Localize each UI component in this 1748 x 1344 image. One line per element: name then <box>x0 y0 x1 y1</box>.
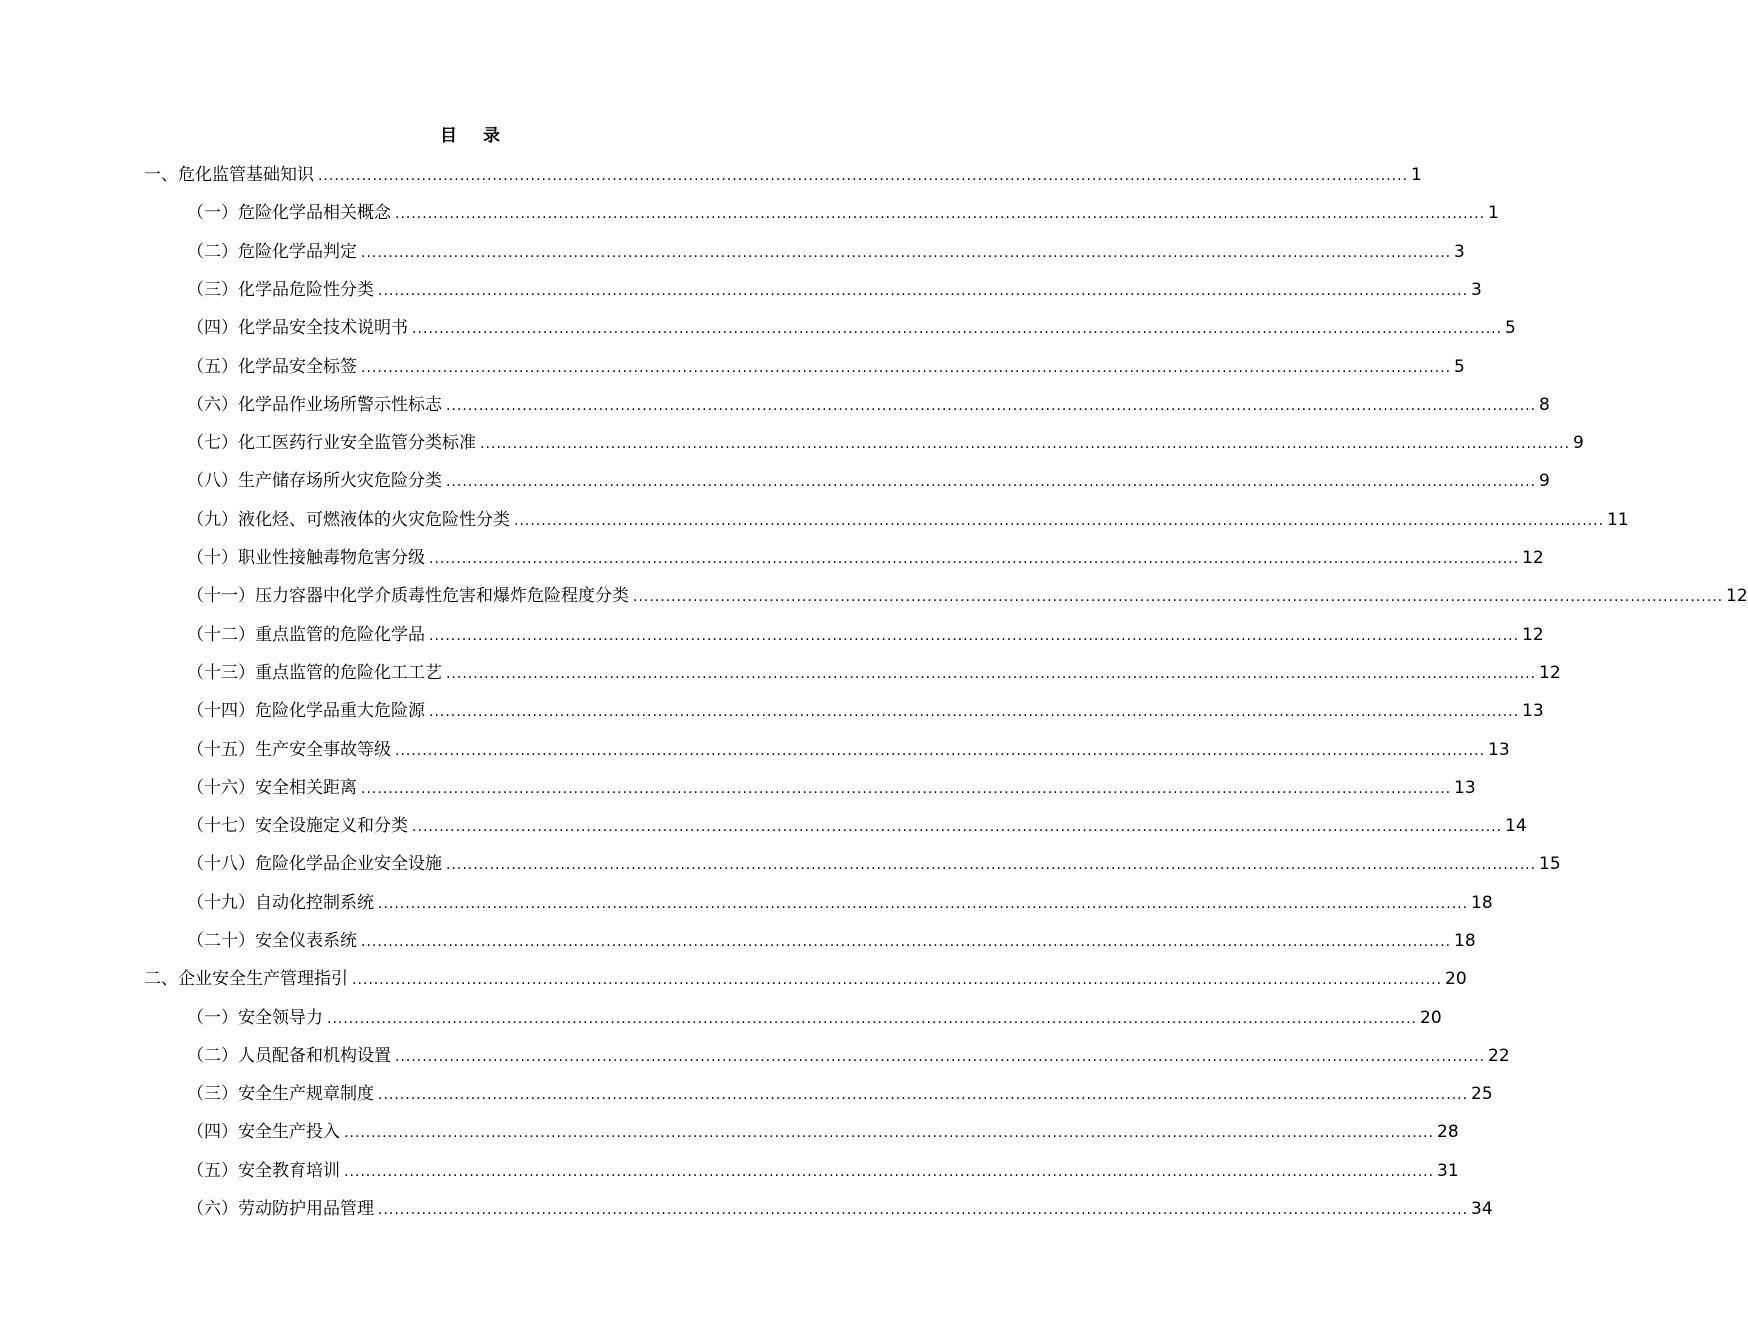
toc-entry[interactable] <box>144 963 1467 991</box>
toc-entry[interactable] <box>187 925 1476 953</box>
toc-dot-leader: ........................................................................................................................................................................................................ <box>446 398 1537 414</box>
toc-dot-leader: ........................................................................................................................................................................................................ <box>412 819 1503 835</box>
toc-entry-page: 9 <box>1573 433 1584 453</box>
toc-dot-leader: ........................................................................................................................................................................................................ <box>446 474 1537 490</box>
toc-entry-page: 3 <box>1454 242 1465 262</box>
toc-entry[interactable] <box>187 848 1561 876</box>
toc-entry-label: （十九）自动化控制系统 <box>187 893 374 913</box>
toc-entry[interactable] <box>187 619 1544 647</box>
toc-dot-leader: ........................................................................................................................................................................................................ <box>344 1164 1435 1180</box>
toc-dot-leader: ........................................................................................................................................................................................................ <box>429 551 1520 567</box>
toc-entry-label: （三）化学品危险性分类 <box>187 280 374 300</box>
toc-entry[interactable] <box>187 657 1561 685</box>
toc-entry[interactable] <box>187 580 1748 608</box>
toc-entry-label: （四）安全生产投入 <box>187 1122 340 1142</box>
toc-entry-page: 1 <box>1411 165 1422 185</box>
toc-dot-leader: ........................................................................................................................................................................................................ <box>395 743 1486 759</box>
toc-dot-leader: ........................................................................................................................................................................................................ <box>318 168 1409 184</box>
toc-entry-page: 22 <box>1488 1046 1510 1066</box>
toc-dot-leader: ........................................................................................................................................................................................................ <box>352 972 1443 988</box>
toc-entry[interactable] <box>187 542 1544 570</box>
toc-entry-page: 25 <box>1471 1084 1493 1104</box>
toc-dot-leader: ........................................................................................................................................................................................................ <box>429 704 1520 720</box>
toc-entry-page: 20 <box>1420 1008 1442 1028</box>
toc-entry-page: 12 <box>1522 625 1544 645</box>
toc-entry[interactable] <box>187 465 1550 493</box>
toc-entry-label: （六）劳动防护用品管理 <box>187 1199 374 1219</box>
toc-entry-label: （八）生产储存场所火灾危险分类 <box>187 471 442 491</box>
toc-entry[interactable] <box>187 312 1516 340</box>
toc-dot-leader: ........................................................................................................................................................................................................ <box>361 245 1452 261</box>
toc-entry-label: （十八）危险化学品企业安全设施 <box>187 854 442 874</box>
toc-entry[interactable] <box>187 389 1550 417</box>
toc-entry-page: 13 <box>1522 701 1544 721</box>
toc-entry[interactable] <box>187 351 1465 379</box>
toc-entry[interactable] <box>187 1116 1459 1144</box>
toc-entry[interactable] <box>187 1193 1493 1221</box>
toc-entry-page: 11 <box>1607 510 1629 530</box>
toc-entry-label: （十二）重点监管的危险化学品 <box>187 625 425 645</box>
toc-entry-page: 14 <box>1505 816 1527 836</box>
toc-dot-leader: ........................................................................................................................................................................................................ <box>378 1087 1469 1103</box>
toc-dot-leader: ........................................................................................................................................................................................................ <box>378 896 1469 912</box>
toc-dot-leader: ........................................................................................................................................................................................................ <box>378 283 1469 299</box>
toc-entry[interactable] <box>187 772 1476 800</box>
toc-entry-label: （一）安全领导力 <box>187 1008 323 1028</box>
toc-entry-page: 9 <box>1539 471 1550 491</box>
toc-entry-label: （四）化学品安全技术说明书 <box>187 318 408 338</box>
toc-entry-page: 5 <box>1505 318 1516 338</box>
toc-dot-leader: ........................................................................................................................................................................................................ <box>514 513 1605 529</box>
toc-entry[interactable] <box>187 504 1629 532</box>
toc-entry-label: （一）危险化学品相关概念 <box>187 203 391 223</box>
toc-entry-label: （九）液化烃、可燃液体的火灾危险性分类 <box>187 510 510 530</box>
toc-entry-page: 12 <box>1726 586 1748 606</box>
toc-entry-page: 12 <box>1522 548 1544 568</box>
toc-entry[interactable] <box>187 274 1482 302</box>
toc-entry-label: （十）职业性接触毒物危害分级 <box>187 548 425 568</box>
toc-dot-leader: ........................................................................................................................................................................................................ <box>429 628 1520 644</box>
toc-entry-label: （五）安全教育培训 <box>187 1161 340 1181</box>
toc-entry[interactable] <box>187 734 1510 762</box>
toc-entry-page: 12 <box>1539 663 1561 683</box>
toc-entry[interactable] <box>187 1078 1493 1106</box>
toc-entry-page: 15 <box>1539 854 1561 874</box>
toc-entry[interactable] <box>187 1040 1510 1068</box>
toc-dot-leader: ........................................................................................................................................................................................................ <box>344 1125 1435 1141</box>
toc-entry-label: （六）化学品作业场所警示性标志 <box>187 395 442 415</box>
toc-dot-leader: ........................................................................................................................................................................................................ <box>633 589 1724 605</box>
toc-entry[interactable] <box>187 427 1584 455</box>
toc-dot-leader: ........................................................................................................................................................................................................ <box>395 1049 1486 1065</box>
toc-entry[interactable] <box>187 695 1544 723</box>
toc-entry-page: 8 <box>1539 395 1550 415</box>
toc-entry-page: 34 <box>1471 1199 1493 1219</box>
toc-entry-page: 18 <box>1454 931 1476 951</box>
toc-entry[interactable] <box>144 159 1422 187</box>
toc-dot-leader: ........................................................................................................................................................................................................ <box>446 666 1537 682</box>
toc-entry-label: （二）人员配备和机构设置 <box>187 1046 391 1066</box>
toc-entry-label: （十七）安全设施定义和分类 <box>187 816 408 836</box>
toc-entry-label: （十三）重点监管的危险化工工艺 <box>187 663 442 683</box>
toc-entry-label: （二十）安全仪表系统 <box>187 931 357 951</box>
toc-entry[interactable] <box>187 1002 1442 1030</box>
toc-dot-leader: ........................................................................................................................................................................................................ <box>361 360 1452 376</box>
toc-entry-page: 3 <box>1471 280 1482 300</box>
toc-dot-leader: ........................................................................................................................................................................................................ <box>480 436 1571 452</box>
toc-dot-leader: ........................................................................................................................................................................................................ <box>395 206 1486 222</box>
toc-dot-leader: ........................................................................................................................................................................................................ <box>412 321 1503 337</box>
toc-entry-page: 28 <box>1437 1122 1459 1142</box>
toc-entry[interactable] <box>187 810 1527 838</box>
toc-title: 目 录 <box>440 126 510 146</box>
toc-entry[interactable] <box>187 1155 1459 1183</box>
toc-entry-page: 1 <box>1488 203 1499 223</box>
toc-entry-page: 18 <box>1471 893 1493 913</box>
toc-dot-leader: ........................................................................................................................................................................................................ <box>361 781 1452 797</box>
toc-entry-label: （二）危险化学品判定 <box>187 242 357 262</box>
toc-dot-leader: ........................................................................................................................................................................................................ <box>361 934 1452 950</box>
toc-entry-page: 20 <box>1445 969 1467 989</box>
toc-entry[interactable] <box>187 197 1499 225</box>
toc-entry-label: （五）化学品安全标签 <box>187 357 357 377</box>
toc-entry-label: （十五）生产安全事故等级 <box>187 740 391 760</box>
toc-entry-label: （三）安全生产规章制度 <box>187 1084 374 1104</box>
toc-entry-label: 一、危化监管基础知识 <box>144 165 314 185</box>
toc-entry-label: （十四）危险化学品重大危险源 <box>187 701 425 721</box>
toc-dot-leader: ........................................................................................................................................................................................................ <box>446 857 1537 873</box>
toc-entry-label: （十一）压力容器中化学介质毒性危害和爆炸危险程度分类 <box>187 586 629 606</box>
toc-dot-leader: ........................................................................................................................................................................................................ <box>378 1202 1469 1218</box>
toc-entry[interactable] <box>187 236 1465 264</box>
toc-entry-label: （十六）安全相关距离 <box>187 778 357 798</box>
toc-entry-page: 13 <box>1488 740 1510 760</box>
toc-dot-leader: ........................................................................................................................................................................................................ <box>327 1011 1418 1027</box>
toc-entry[interactable] <box>187 887 1493 915</box>
toc-entry-label: 二、企业安全生产管理指引 <box>144 969 348 989</box>
toc-entry-page: 31 <box>1437 1161 1459 1181</box>
toc-entry-label: （七）化工医药行业安全监管分类标准 <box>187 433 476 453</box>
toc-entry-page: 13 <box>1454 778 1476 798</box>
toc-entry-page: 5 <box>1454 357 1465 377</box>
